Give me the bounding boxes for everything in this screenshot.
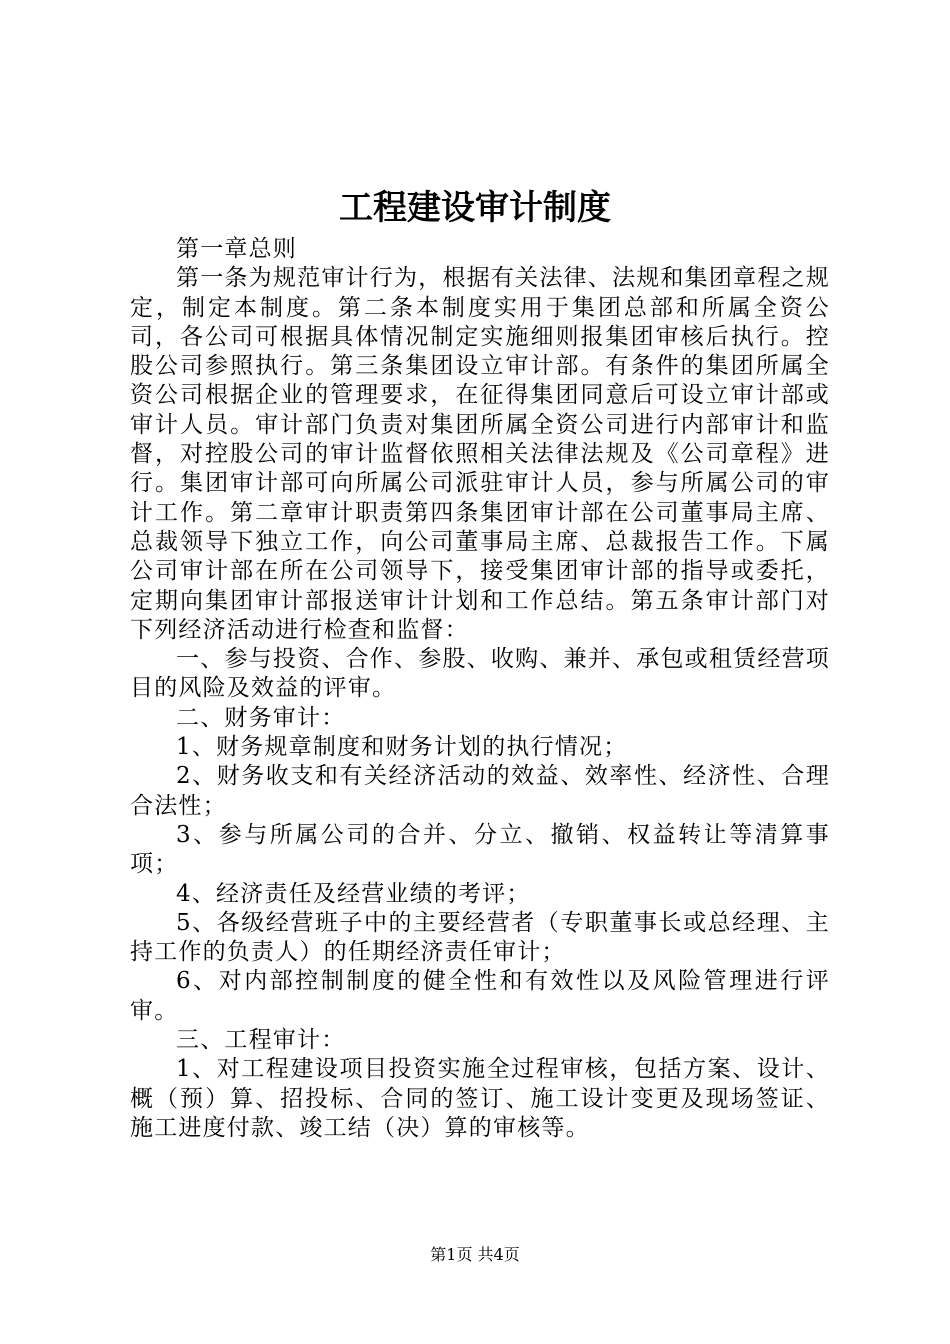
list-item: 1、对工程建设项目投资实施全过程审核，包括方案、设计、概（预）算、招投标、合同的签订、施工设计变更及现场签证、施工进度付款、竣工结（决）算的审核等。	[130, 1056, 830, 1141]
document-body	[130, 235, 830, 1143]
chapter-heading: 第一章总则	[176, 236, 297, 262]
list-item: 6、对内部控制制度的健全性和有效性以及风险管理进行评审。	[130, 968, 830, 1024]
list-item: 5、各级经营班子中的主要经营者（专职董事长或总经理、主持工作的负责人）的任期经济责任审计；	[130, 909, 830, 966]
list-item: 4、经济责任及经营业绩的考评；	[176, 880, 531, 907]
list-item: 3、参与所属公司的合并、分立、撤销、权益转让等清算事项；	[130, 821, 830, 878]
section-heading: 二、财务审计：	[176, 704, 346, 731]
list-item: 1、财务规章制度和财务计划的执行情况；	[176, 734, 628, 761]
page-number-footer: 第1页 共4页	[430, 1245, 520, 1264]
list-item: 2、财务收支和有关经济活动的效益、效率性、经济性、合理合法性；	[130, 763, 830, 819]
section-heading: 三、工程审计：	[176, 1027, 346, 1054]
document-title: 工程建设审计制度	[339, 188, 611, 228]
list-item: 一、参与投资、合作、参股、收购、兼并、承包或租赁经营项目的风险及效益的评审。	[130, 646, 830, 702]
body-paragraph: 第一条为规范审计行为，根据有关法律、法规和集团章程之规定，制定本制度。第二条本制度实用于集团总部和所属全资公司，各公司可根据具体情况制定实施细则报集团审核后执行。控股公司参照执行。第三条集团设立审计部。有条件的集团所属全资公司根据企业的管理要求，在征得集团同意后可设立审计部或审计人员。审计部门负责对集团所属全资公司进行内部审计和监督，对控股公司的审计监督依照相关法律法规及《公司章程》进行。集团审计部可向所属公司派驻审计人员，参与所属公司的审计工作。第二章审计职责第四条集团审计部在公司董事局主席、总裁领导下独立工作，向公司董事局主席、总裁报告工作。下属公司审计部在所在公司领导下，接受集团审计部的指导或委托，定期向集团审计部报送审计计划和工作总结。第五条审计部门对下列经济活动进行检查和监督：	[130, 265, 830, 643]
